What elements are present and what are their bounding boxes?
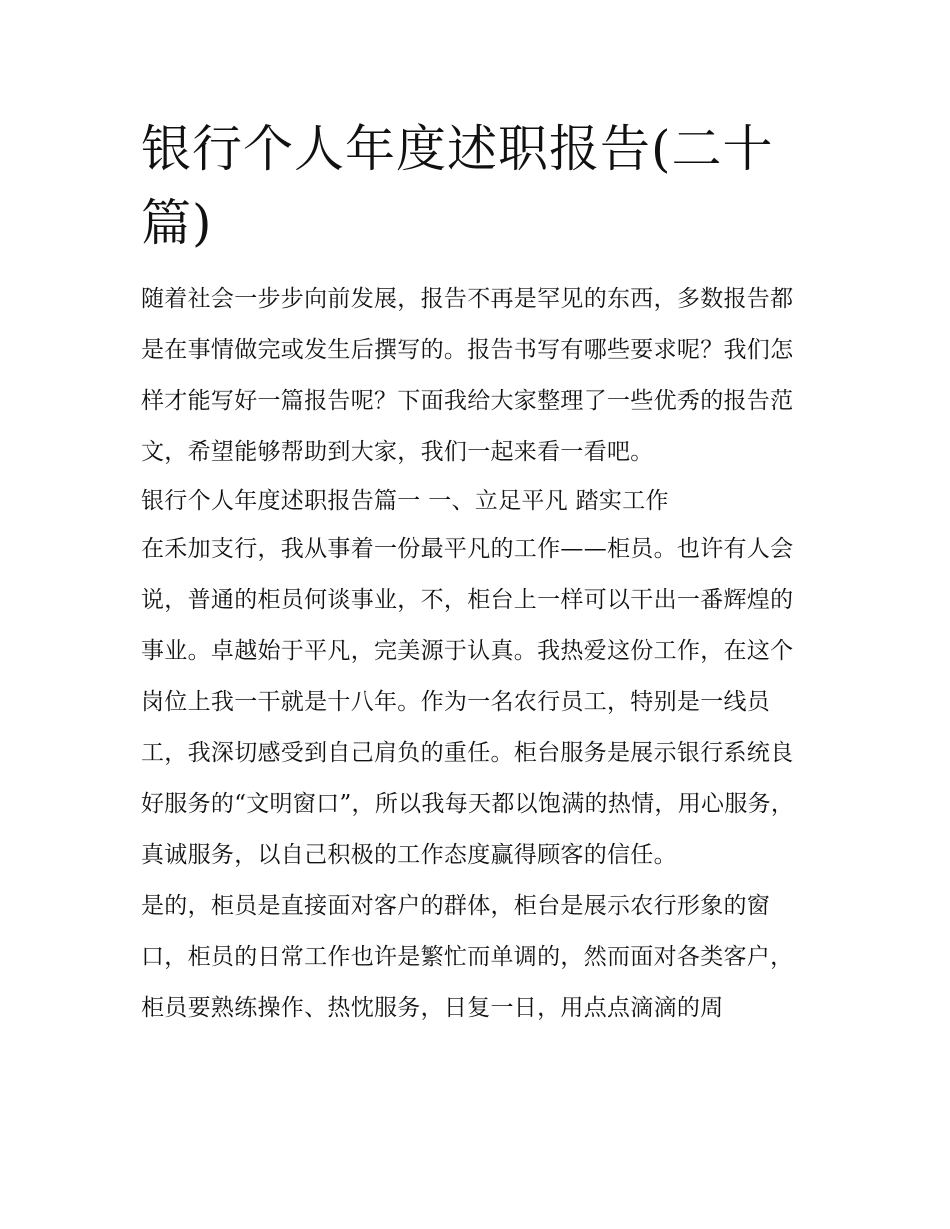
section-heading: 银行个人年度述职报告篇一 一、立足平凡 踏实工作 (141, 488, 669, 514)
body-paragraph-1: 在禾加支行，我从事着一份最平凡的工作——柜员。也许有人会说，普通的柜员何谈事业，不，柜台上一样可以干出一番辉煌的事业。卓越始于平凡，完美源于认真。我热爱这份工作，在这个岗位上我一干就是十八年。作为一名农行员工，特别是一线员工，我深切感受到自己肩负的重任。柜台服务是展示银行系统良好服务的“文明窗口”，所以我每天都以饱满的热情，用心服务，真诚服务，以自己积极的工作态度赢得顾客的信任。 (141, 536, 795, 868)
document-title: 银行个人年度述职报告(二十篇) (141, 120, 774, 252)
document-page (141, 112, 816, 1034)
intro-paragraph: 随着社会一步步向前发展，报告不再是罕见的东西，多数报告都是在事情做完或发生后撰写的。报告书写有哪些要求呢？我们怎样才能写好一篇报告呢？下面我给大家整理了一些优秀的报告范文，希望能够帮助到大家，我们一起来看一看吧。 (141, 286, 794, 465)
body-paragraph-2: 是的，柜员是直接面对客户的群体，柜台是展示农行形象的窗口，柜员的日常工作也许是繁忙而单调的，然而面对各类客户，柜员要熟练操作、热忱服务，日复一日，用点点滴滴的周 (141, 893, 794, 1021)
